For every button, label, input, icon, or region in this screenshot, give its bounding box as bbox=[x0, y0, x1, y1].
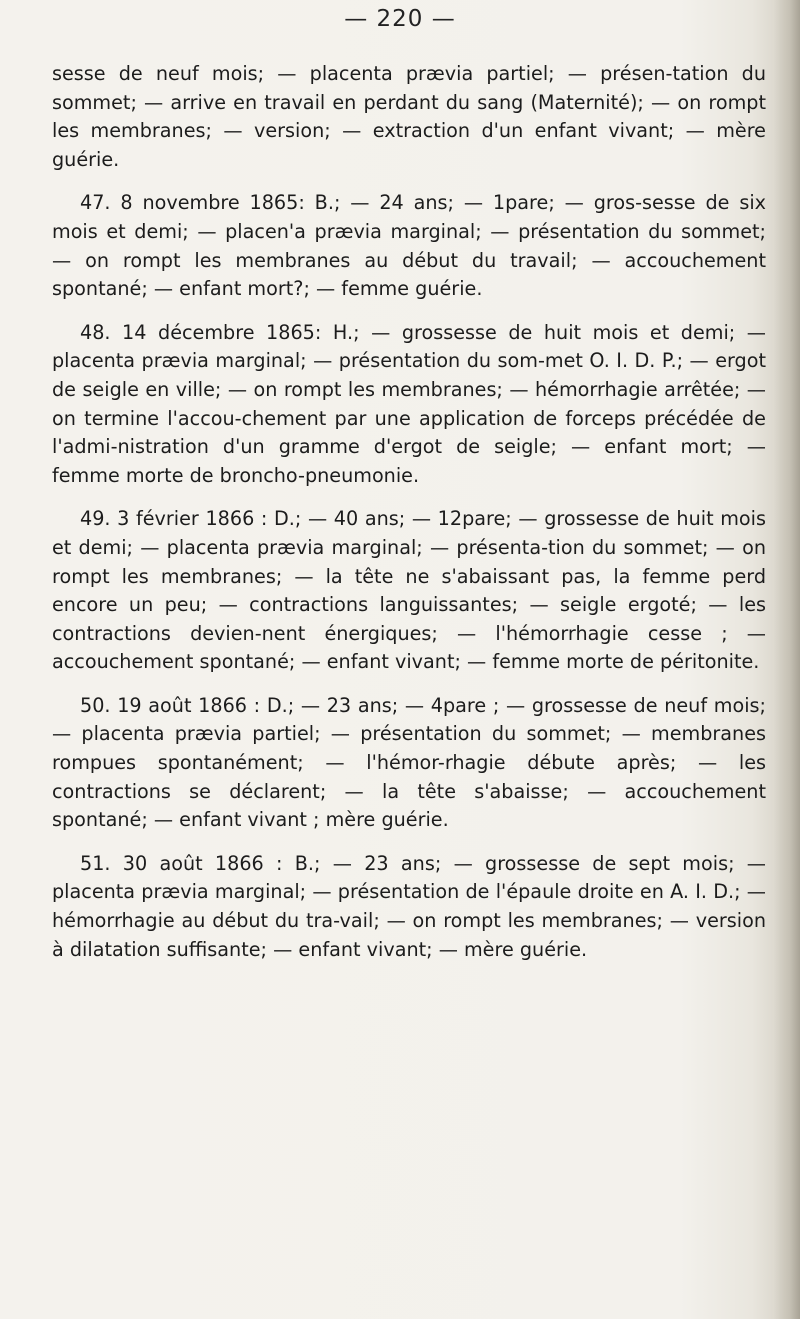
case-50: 50. 19 août 1866 : D.; — 23 ans; — 4pare ; — grossesse de neuf mois; — placenta prævia partiel; — présentation du sommet; — membranes rompues spontanément; — l'hémor-rhagie débute après; — les contractions se déclarent; — la tête s'abaisse; — accouchement spontané; — enfant vivant ; mère guérie. bbox=[52, 693, 766, 832]
page-edge-shadow bbox=[774, 0, 800, 1319]
case-47: 47. 8 novembre 1865: B.; — 24 ans; — 1pare; — gros-sesse de six mois et demi; — placen'a prævia marginal; — présentation du sommet; — on rompt les membranes au début du travail; — accouchement spontané; — enfant mort?; — femme guérie. bbox=[52, 191, 766, 301]
page-text bbox=[52, 60, 766, 964]
case-49: 49. 3 février 1866 : D.; — 40 ans; — 12pare; — grossesse de huit mois et demi; — placenta prævia marginal; — présenta-tion du sommet; — on rompt les membranes; — la tête ne s'abaissant pas, la femme perd encore un peu; — contractions languissantes; — seigle ergoté; — les contractions devien-nent énergiques; — l'hémorrhagie cesse ; — accouchement spontané; — enfant vivant; — femme morte de péritonite. bbox=[52, 507, 766, 674]
case-51: 51. 30 août 1866 : B.; — 23 ans; — grossesse de sept mois; — placenta prævia marginal; — présentation de l'épaule droite en A. I. D.; — hémorrhagie au début du tra-vail; — on rompt les membranes; — version à dilatation suffisante; — enfant vivant; — mère guérie. bbox=[52, 851, 766, 961]
case-48: 48. 14 décembre 1865: H.; — grossesse de huit mois et demi; — placenta prævia marginal; — présentation du som-met O. I. D. P.; — ergot de seigle en ville; — on rompt les membranes; — hémorrhagie arrêtée; — on termine l'accou-chement par une application de forceps précédée de l'admi-nistration d'un gramme d'ergot de seigle; — enfant mort; — femme morte de broncho-pneumonie. bbox=[52, 320, 766, 487]
paragraph-continuation: sesse de neuf mois; — placenta prævia partiel; — présen-tation du sommet; — arrive en travail en perdant du sang (Maternité); — on rompt les membranes; — version; — extraction d'un enfant vivant; — mère guérie. bbox=[52, 62, 766, 171]
page-number: — 220 — bbox=[344, 6, 456, 32]
